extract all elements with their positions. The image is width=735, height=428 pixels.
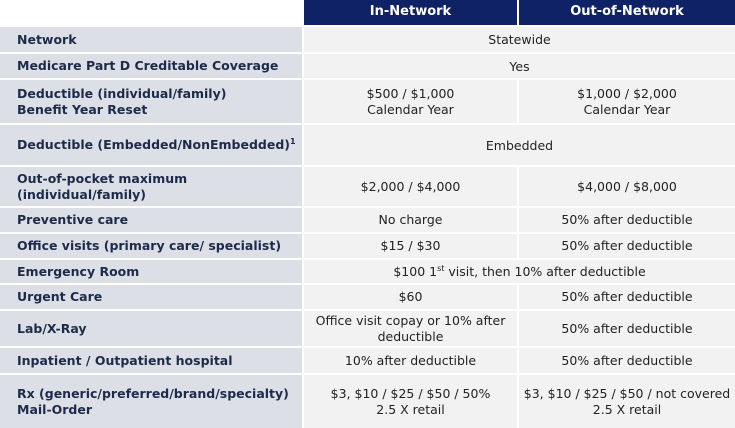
footnote-marker: 1 xyxy=(290,137,296,147)
row-label xyxy=(0,125,304,165)
ordinal-suffix: st xyxy=(437,263,445,273)
row-label: Preventive care xyxy=(0,208,304,232)
row-out-network-value xyxy=(519,375,735,428)
row-in-network-value: 10% after deductible xyxy=(304,348,519,373)
row-value-spanning: Yes xyxy=(304,54,735,78)
row-label-line1: Out-of-pocket maximum xyxy=(17,170,188,186)
row-out-network-value: 50% after deductible xyxy=(519,311,735,346)
row-in-network-value: $15 / $30 xyxy=(304,234,519,258)
row-label-line1: Deductible (individual/family) xyxy=(17,85,227,101)
row-value-spanning: Embedded xyxy=(304,125,735,165)
in-network-line2: 2.5 X retail xyxy=(376,401,445,417)
table-row xyxy=(0,260,735,285)
row-label-text: Deductible (Embedded/NonEmbedded) xyxy=(17,137,290,153)
row-in-network-value xyxy=(304,80,519,123)
row-label-line2: Mail-Order xyxy=(17,401,93,417)
row-label: Lab/X-Ray xyxy=(0,311,304,346)
row-label: Inpatient / Outpatient hospital xyxy=(0,348,304,373)
in-network-line1: $3, $10 / $25 / $50 / 50% xyxy=(330,385,491,401)
out-network-line1: $1,000 / $2,000 xyxy=(577,85,677,101)
row-label-line2: (individual/family) xyxy=(17,186,147,202)
out-network-line2: Calendar Year xyxy=(583,101,671,117)
header-out-of-network: Out-of-Network xyxy=(519,0,735,25)
table-header-row xyxy=(0,0,735,27)
row-value-spanning: Statewide xyxy=(304,27,735,52)
header-blank-cell xyxy=(0,0,304,25)
table-row xyxy=(0,311,735,348)
in-network-line1: $500 / $1,000 xyxy=(366,85,455,101)
er-copay-rest: visit, then 10% after deductible xyxy=(444,264,646,280)
table-row xyxy=(0,234,735,260)
table-row xyxy=(0,27,735,54)
table-row xyxy=(0,80,735,125)
row-label: Emergency Room xyxy=(0,260,304,283)
row-out-network-value: 50% after deductible xyxy=(519,348,735,373)
in-network-line1: Office visit copay or 10% after xyxy=(315,312,506,328)
row-in-network-value: $2,000 / $4,000 xyxy=(304,167,519,206)
out-network-line2: 2.5 X retail xyxy=(592,401,662,417)
table-row xyxy=(0,285,735,311)
row-in-network-value xyxy=(304,375,519,428)
row-in-network-value xyxy=(304,311,519,346)
table-row xyxy=(0,208,735,234)
row-out-network-value: 50% after deductible xyxy=(519,285,735,309)
row-label: Medicare Part D Creditable Coverage xyxy=(0,54,304,78)
out-network-line1: $3, $10 / $25 / $50 / not covered xyxy=(523,385,731,401)
header-in-network: In-Network xyxy=(304,0,519,25)
in-network-line2: Calendar Year xyxy=(367,101,454,117)
row-label-line1: Rx (generic/preferred/brand/specialty) xyxy=(17,385,289,401)
er-copay-text: $100 1 xyxy=(393,264,438,280)
row-label-line2: Benefit Year Reset xyxy=(17,101,148,117)
row-label xyxy=(0,167,304,206)
row-in-network-value: No charge xyxy=(304,208,519,232)
row-out-network-value: $4,000 / $8,000 xyxy=(519,167,735,206)
table-row xyxy=(0,375,735,428)
row-label: Office visits (primary care/ specialist) xyxy=(0,234,304,258)
row-value-spanning xyxy=(304,260,735,283)
table-row xyxy=(0,348,735,375)
row-out-network-value: 50% after deductible xyxy=(519,208,735,232)
table-row xyxy=(0,125,735,167)
row-out-network-value xyxy=(519,80,735,123)
in-network-line2: deductible xyxy=(377,328,444,344)
row-in-network-value: $60 xyxy=(304,285,519,309)
row-out-network-value: 50% after deductible xyxy=(519,234,735,258)
row-label xyxy=(0,80,304,123)
table-row xyxy=(0,167,735,208)
row-label: Urgent Care xyxy=(0,285,304,309)
row-label xyxy=(0,375,304,428)
table-row xyxy=(0,54,735,80)
row-label: Network xyxy=(0,27,304,52)
